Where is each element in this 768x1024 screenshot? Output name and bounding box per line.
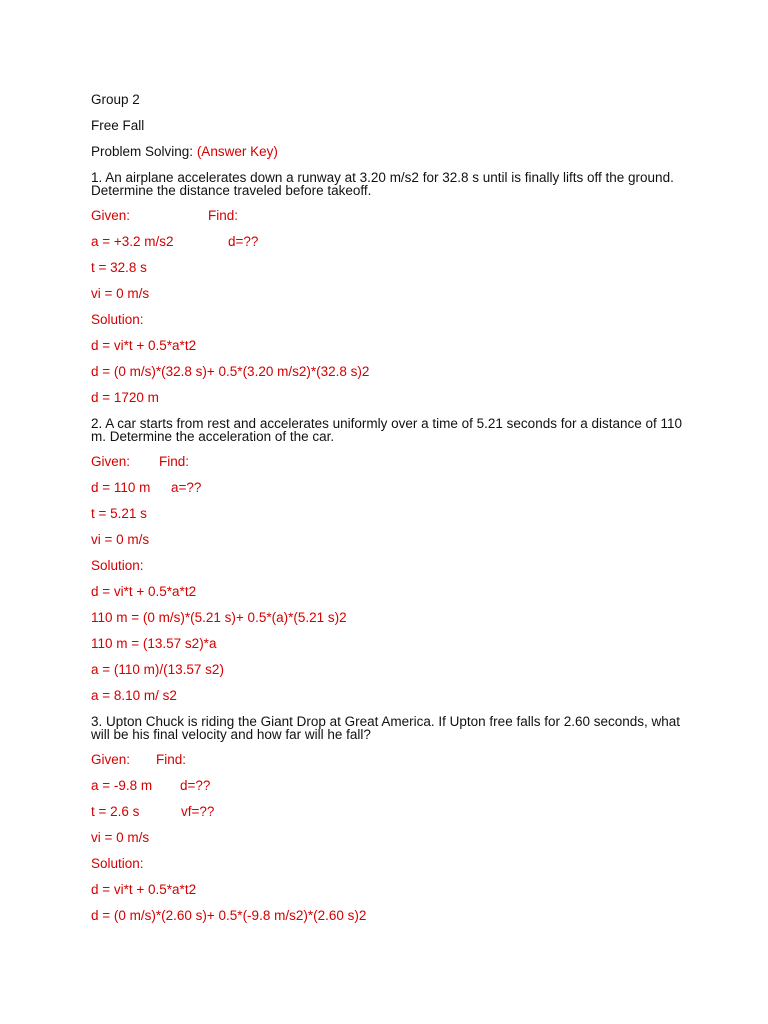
problem-2-given-find <box>91 454 691 470</box>
solution-label: Solution: <box>91 558 144 573</box>
solution-step: d = vi*t + 0.5*a*t2 <box>91 338 197 353</box>
problem-2-question: 2. A car starts from rest and accelerates uniformly over a time of 5.21 seconds for a distance of 110 m. Determine the acceleration of the car. <box>91 416 683 444</box>
given-value: t = 32.8 s <box>91 260 147 275</box>
problem-1-question: 1. An airplane accelerates down a runway at 3.20 m/s2 for 32.8 s until is finally lifts off the ground. Determine the distance traveled before takeoff. <box>91 170 674 198</box>
solution-answer: a = 8.10 m/ s2 <box>91 688 177 703</box>
solution-step: d = vi*t + 0.5*a*t2 <box>91 882 197 897</box>
given-value: d = 110 m <box>91 480 151 495</box>
solution-step: d = (0 m/s)*(32.8 s)+ 0.5*(3.20 m/s2)*(32.8 s)2 <box>91 364 370 379</box>
given-value: vi = 0 m/s <box>91 532 150 547</box>
problem-3-row-1 <box>91 778 691 794</box>
solution-step: 110 m = (0 m/s)*(5.21 s)+ 0.5*(a)*(5.21 s)2 <box>91 610 347 625</box>
problem-3-given-find <box>91 752 691 768</box>
find-label: Find: <box>208 208 239 223</box>
solution-step: d = (0 m/s)*(2.60 s)+ 0.5*(-9.8 m/s2)*(2.60 s)2 <box>91 908 367 923</box>
given-value: t = 5.21 s <box>91 506 147 521</box>
topic-title: Free Fall <box>91 118 145 133</box>
problem-3-row-2 <box>91 804 691 820</box>
section-heading <box>91 144 278 160</box>
answer-key-note: (Answer Key) <box>196 144 278 159</box>
problem-2-row-1 <box>91 480 691 496</box>
problem-3-question: 3. Upton Chuck is riding the Giant Drop at Great America. If Upton free falls for 2.60 seconds, what will be his final velocity and how far will he fall? <box>91 714 681 742</box>
find-label: Find: <box>159 454 190 469</box>
given-value: vi = 0 m/s <box>91 830 150 845</box>
given-label: Given: <box>91 752 131 767</box>
find-value: d=?? <box>228 234 259 249</box>
find-value: d=?? <box>180 778 211 793</box>
given-label: Given: <box>91 454 131 469</box>
given-value: a = -9.8 m <box>91 778 153 793</box>
solution-step: 110 m = (13.57 s2)*a <box>91 636 217 651</box>
solution-label: Solution: <box>91 856 144 871</box>
find-value: vf=?? <box>181 804 215 819</box>
find-label: Find: <box>156 752 187 767</box>
given-value: a = +3.2 m/s2 <box>91 234 174 249</box>
group-title: Group 2 <box>91 92 140 107</box>
solution-label: Solution: <box>91 312 144 327</box>
given-value: vi = 0 m/s <box>91 286 150 301</box>
problem-1-given-find <box>91 208 691 224</box>
given-value: t = 2.6 s <box>91 804 140 819</box>
given-label: Given: <box>91 208 131 223</box>
problem-1-row-1 <box>91 234 691 250</box>
solution-step: d = vi*t + 0.5*a*t2 <box>91 584 197 599</box>
solution-answer: d = 1720 m <box>91 390 159 405</box>
find-value: a=?? <box>171 480 202 495</box>
solution-step: a = (110 m)/(13.57 s2) <box>91 662 224 677</box>
section-label: Problem Solving: <box>91 144 197 159</box>
